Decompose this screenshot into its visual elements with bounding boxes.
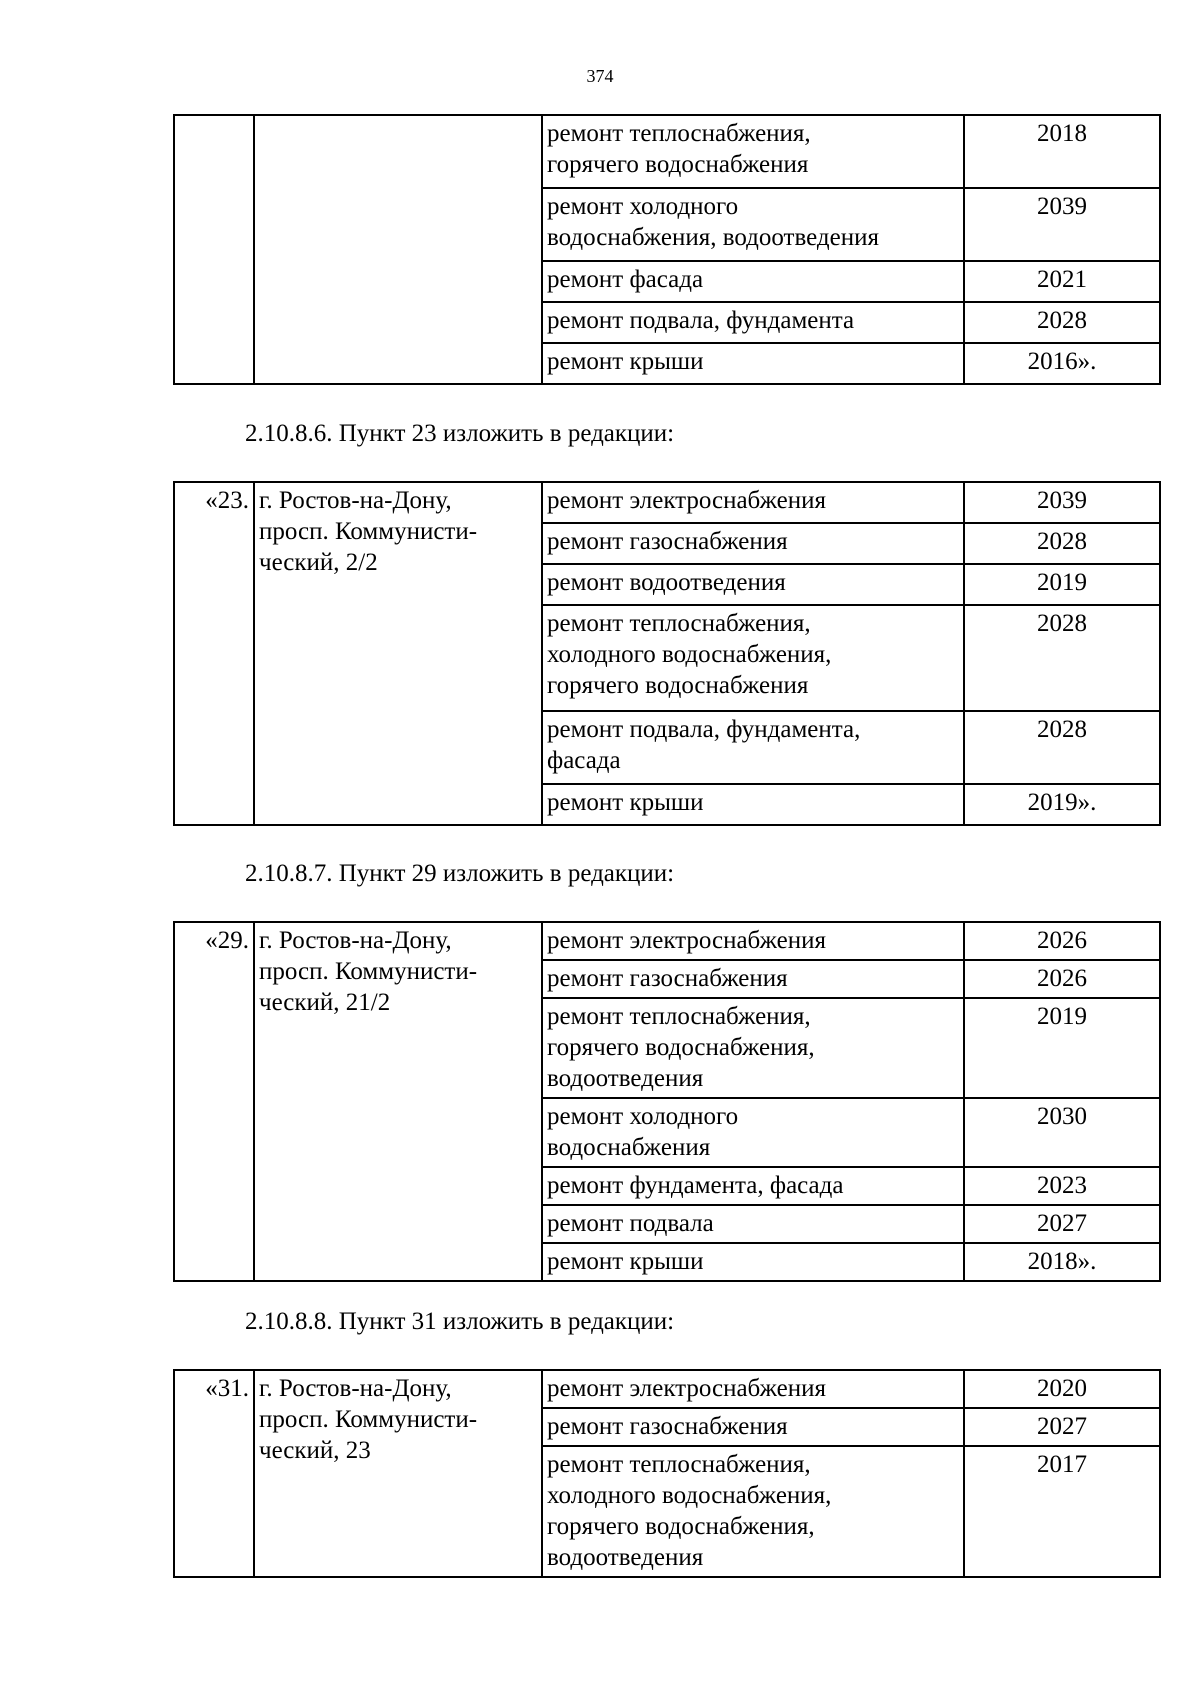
item-number-cell: «29. xyxy=(174,922,254,1281)
year-cell: 2017 xyxy=(964,1446,1160,1577)
table-item-23 xyxy=(173,481,1161,826)
year-cell: 2021 xyxy=(964,261,1160,302)
amendment-paragraph: 2.10.8.8. Пункт 31 изложить в редакции: xyxy=(245,1308,675,1335)
year-cell: 2019 xyxy=(964,998,1160,1098)
year-cell: 2018». xyxy=(964,1243,1160,1281)
work-cell: ремонт теплоснабжения, холодного водоснабжения, горячего водоснабжения xyxy=(542,605,964,711)
work-cell: ремонт электроснабжения xyxy=(542,482,964,523)
work-cell: ремонт электроснабжения xyxy=(542,922,964,960)
year-cell: 2026 xyxy=(964,960,1160,998)
year-cell: 2039 xyxy=(964,482,1160,523)
work-cell: ремонт фундамента, фасада xyxy=(542,1167,964,1205)
work-cell: ремонт теплоснабжения, горячего водоснабжения xyxy=(542,115,964,188)
work-cell: ремонт фасада xyxy=(542,261,964,302)
year-cell: 2028 xyxy=(964,711,1160,784)
year-cell: 2027 xyxy=(964,1408,1160,1446)
work-cell: ремонт подвала, фундамента xyxy=(542,302,964,343)
work-cell: ремонт подвала, фундамента, фасада xyxy=(542,711,964,784)
table-item-29 xyxy=(173,921,1161,1282)
amendment-paragraph: 2.10.8.7. Пункт 29 изложить в редакции: xyxy=(245,860,675,887)
work-cell: ремонт электроснабжения xyxy=(542,1370,964,1408)
work-cell: ремонт холодного водоснабжения, водоотведения xyxy=(542,188,964,261)
page-number: 374 xyxy=(586,66,614,86)
year-cell: 2019 xyxy=(964,564,1160,605)
table-continuation xyxy=(173,114,1161,385)
address-cell: г. Ростов-на-Дону, просп. Коммунисти- ческий, 2/2 xyxy=(254,482,542,825)
work-cell: ремонт холодного водоснабжения xyxy=(542,1098,964,1167)
year-cell: 2023 xyxy=(964,1167,1160,1205)
work-cell: ремонт газоснабжения xyxy=(542,960,964,998)
year-cell: 2039 xyxy=(964,188,1160,261)
item-number-cell xyxy=(174,115,254,384)
year-cell: 2028 xyxy=(964,605,1160,711)
year-cell: 2027 xyxy=(964,1205,1160,1243)
year-cell: 2026 xyxy=(964,922,1160,960)
amendment-paragraph: 2.10.8.6. Пункт 23 изложить в редакции: xyxy=(245,420,675,447)
work-cell: ремонт газоснабжения xyxy=(542,523,964,564)
table-item-31 xyxy=(173,1369,1161,1578)
year-cell: 2030 xyxy=(964,1098,1160,1167)
address-cell: г. Ростов-на-Дону, просп. Коммунисти- ческий, 23 xyxy=(254,1370,542,1577)
work-cell: ремонт крыши xyxy=(542,343,964,384)
year-cell: 2019». xyxy=(964,784,1160,825)
work-cell: ремонт теплоснабжения, горячего водоснабжения, водоотведения xyxy=(542,998,964,1098)
year-cell: 2016». xyxy=(964,343,1160,384)
address-cell xyxy=(254,115,542,384)
year-cell: 2018 xyxy=(964,115,1160,188)
work-cell: ремонт водоотведения xyxy=(542,564,964,605)
work-cell: ремонт газоснабжения xyxy=(542,1408,964,1446)
work-cell: ремонт теплоснабжения, холодного водоснабжения, горячего водоснабжения, водоотведения xyxy=(542,1446,964,1577)
year-cell: 2028 xyxy=(964,523,1160,564)
work-cell: ремонт подвала xyxy=(542,1205,964,1243)
year-cell: 2020 xyxy=(964,1370,1160,1408)
year-cell: 2028 xyxy=(964,302,1160,343)
work-cell: ремонт крыши xyxy=(542,784,964,825)
item-number-cell: «23. xyxy=(174,482,254,825)
address-cell: г. Ростов-на-Дону, просп. Коммунисти- ческий, 21/2 xyxy=(254,922,542,1281)
work-cell: ремонт крыши xyxy=(542,1243,964,1281)
item-number-cell: «31. xyxy=(174,1370,254,1577)
